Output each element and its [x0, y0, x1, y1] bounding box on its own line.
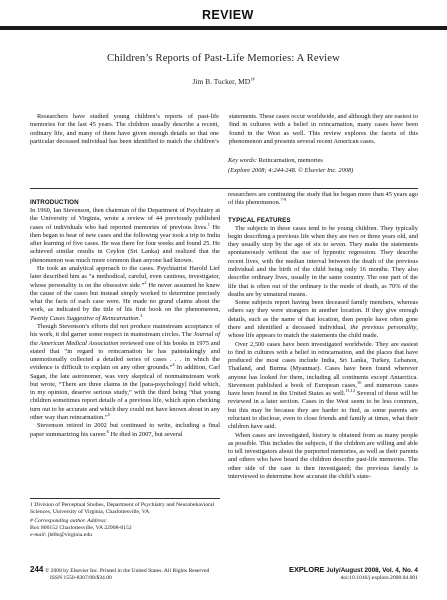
journal-issue-line	[240, 566, 418, 575]
footnote-rule	[30, 498, 220, 499]
body-paragraph: Stevenson retired in 2002 but continued to write, including a final paper summarizing his career.$^6$ He died in 2007, but several	[30, 422, 220, 438]
section-heading-introduction: INTRODUCTION	[30, 199, 79, 206]
issue-info: July/August 2008, Vol. 4, No. 4	[326, 567, 418, 574]
body-paragraph: Some subjects report having been deceased family members, whereas others say they were strangers in another location. If they give enough details, such as the name of that location, then people have often gone there and identified a deceased individual, the previous personality, whose life appears to match the statements the child made.	[228, 299, 418, 340]
body-paragraph: The subjects in these cases tend to be young children. They typically begin describing a previous life when they are two or three years old, and they usually stop by the age of six to seven. They make the statements spontaneously without the use of hypnotic regression. They describe recent lives, with the median interval between the death of the previous individual and the birth of the child being only 16 months. They also describe ordinary lives, usually in the same country. The one part of the life that is often out of the ordinary is the mode of death, as 70% of the deaths are by unnatural means.	[228, 224, 418, 298]
footnotes	[30, 502, 220, 539]
keywords-line	[228, 157, 418, 165]
citation-line	[228, 167, 418, 175]
body-paragraph: When cases are investigated, history is obtained from as many people as possible. This includes the subjects, if the children are willing and able to tell investigators about the purported memories, as well as their parents and others who have heard the children describe past-life memories. The other side of the case is then investigated; the previous family is interviewed to determine how accurate the child’s state-	[228, 431, 418, 480]
email-line	[30, 532, 220, 539]
author-name: Jim B. Tucker, MD	[192, 77, 251, 86]
page-number: 244	[30, 565, 44, 574]
corresponding-marker: #	[30, 518, 33, 524]
doi: doi:10.1016/j.explore.2008.04.001	[340, 575, 418, 581]
body-paragraph: Though Stevenson’s efforts did not produce mainstream acceptance of his work, it did garner some respect in mainstream circles. The Journal of the American Medical Association reviewed one of his books in 1975 and stated that “in regard to reincarnation he has painstakingly and unemotionally collected a detailed series of cases . . . in which the evidence is difficult to explain on any other grounds.”$^4$ In addition, Carl Sagan, the late astronomer, was very skeptical of nonmainstream work but wrote, “There are three claims in the [para-psychology] field which, in my opinion, deserve serious study,” with the third being “that young children sometimes report details of a previous life, which upon checking turn out to be accurate and which they could not have known about in any other way than reincarnation.”$^5$	[30, 322, 220, 422]
body-paragraph: In 1960, Ian Stevenson, then chairman of the Department of Psychiatry at the University of Virginia, wrote a review of 44 previously published cases of individuals who had reported memories of previous lives.$^1$ He then began to hear of new cases and the following year took a trip to India after learning of five cases. He was there for four weeks and found 25. He achieved similar results in Ceylon (Sri Lanka) and realized that the phenomenon was much more common than anyone had known.	[30, 207, 220, 264]
citation: (Explore 2008; 4:244-248. © Elsevier Inc. 2008)	[228, 167, 354, 175]
affiliation-marker: 1	[30, 502, 33, 508]
address-line: Box 800152 Charlottesville, VA 22908-0152	[30, 525, 132, 531]
footer-right	[240, 566, 418, 582]
abstract-meta	[228, 157, 418, 176]
author-line	[0, 77, 447, 86]
left-column	[30, 199, 220, 439]
body-paragraph: researchers are continuing the study that he began more than 45 years ago of this phenomenon.$^{7-9}$	[228, 191, 418, 207]
footer-left	[30, 566, 230, 582]
email-address[interactable]: jbt8n@virginia.edu	[47, 532, 93, 538]
author-marker: 1#	[250, 76, 255, 82]
right-column	[228, 191, 418, 481]
issn: ISSN 1550-8307/08/$34.00	[50, 575, 112, 581]
journal-name: EXPLORE	[289, 565, 325, 574]
section-heading-typical-features: TYPICAL FEATURES	[228, 216, 291, 224]
copyright: © 2008 by Elsevier Inc. Printed in the United States. All Rights Reserved	[45, 568, 210, 574]
abstract-rule	[30, 188, 418, 189]
body-paragraph: Over 2,500 cases have been investigated worldwide. They are easiest to find in cultures with a belief in reincarnation, and the places that have produced the most cases include India, Sri Lanka, Turkey, Lebanon, Thailand, and Burma (Myanmar). Cases have been found wherever anyone has looked for them, including all continents except Antarctica. Stevenson published a book of European cases,$^{10}$ and numerous cases have been found in the United States as well.$^{11,12}$ Several of these will be reviewed in a later section. Cases in the West seem to be less common, but this may be because they are harder to find, as some parents are reluctant to disclose, even to close friends and family at times, what their children have said.	[228, 340, 418, 431]
corresponding-footnote	[30, 518, 220, 525]
section-label: REVIEW	[202, 8, 254, 22]
abstract	[30, 113, 418, 146]
affiliation-text: Division of Perceptual Studies, Department of Psychiatry and Neurobehavioral Sciences, University of Virginia, Charlottesville, VA	[30, 502, 215, 515]
keywords-label: Key words:	[228, 157, 258, 164]
body-paragraph: He took an analytical approach to the cases. Psychiatrist Harold Lief later described him as “a methodical, careful, even cautious, investigator, whose personality is on the obsessive side.”$^2$ He never assumed he knew the cause of the cases but instead simply worked to determine precisely what the facts of each case were. He made no grand claims about the work, as indicated by the title of his first book on the phenomenon, Twenty Cases Suggestive of Reincarnation.$^3$	[30, 264, 221, 322]
footer-line	[30, 566, 230, 575]
header-rule	[0, 26, 447, 30]
affiliation-footnote	[30, 502, 220, 516]
keywords-value: Reincarnation, memories	[258, 157, 323, 164]
corresponding-label: Corresponding author. Address:	[34, 518, 108, 524]
email-label: e-mail:	[30, 532, 47, 538]
abstract-text: Researchers have studied young children’s reports of past-life memories for the last 45 years. The children usually describe a recent, ordinary life, and many of them have given enough details so that one particular deceased individual has been identified to match the children’s statements. These cases occur worldwide, and although they are easiest to find in cultures with a belief in reincarnation, many cases have been found in the West as well. This review explores the facets of this phenomenon and presents several recent American cases.	[30, 113, 418, 145]
article-title: Children’s Reports of Past-Life Memories: A Review	[107, 53, 340, 64]
